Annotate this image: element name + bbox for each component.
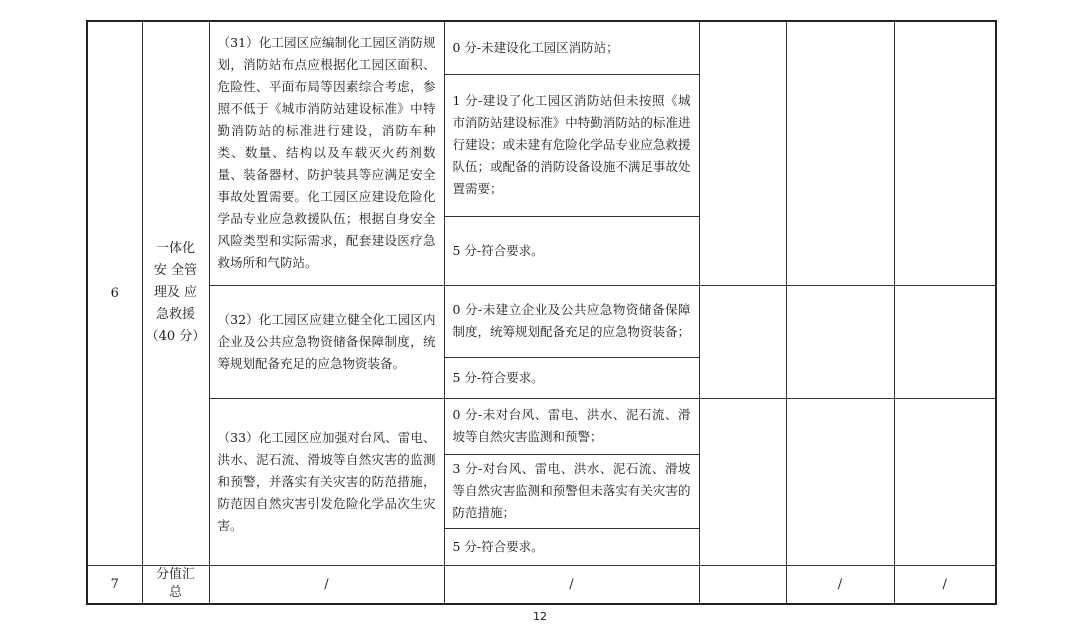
blank-cell xyxy=(699,565,786,604)
criterion-33-b: 3 分-对台风、雷电、洪水、泥石流、滑坡等自然灾害监测和预警但未落实有关灾害的防范措施； xyxy=(444,454,699,528)
criterion-33-a: 0 分-未对台风、雷电、洪水、泥石流、滑坡等自然灾害监测和预警； xyxy=(444,398,699,454)
requirement-33: （33）化工园区应加强对台风、雷电、洪水、泥石流、滑坡等自然灾害的监测和预警，并落实有关灾害的防范措施，防范因自然灾害引发危险化学品次生灾害。 xyxy=(209,398,444,565)
scoring-table xyxy=(86,20,997,605)
blank-cell xyxy=(786,398,894,565)
page-number: 12 xyxy=(533,610,547,623)
slash-cell: / xyxy=(209,565,444,604)
item-category: 分值汇 总 xyxy=(142,565,209,604)
criterion-31-c: 5 分-符合要求。 xyxy=(444,216,699,285)
requirement-31: （31）化工园区应编制化工园区消防规划，消防站布点应根据化工园区面积、危险性、平面布局等因素综合考虑，参照不低于《城市消防站建设标准》中特勤消防站的标准进行建设，消防车种类、数量、结构以及车载灭火药剂数量、装备器材、防护装具等应满足安全事故处置需要。化工园区应建设危险化学品专业应急救援队伍；根据自身安全风险类型和实际需求，配套建设医疗急救场所和气防站。 xyxy=(209,21,444,285)
criterion-32-b: 5 分-符合要求。 xyxy=(444,357,699,398)
requirement-32: （32）化工园区应建立健全化工园区内企业及公共应急物资储备保障制度，统筹规划配备充足的应急物资装备。 xyxy=(209,285,444,398)
item-category: 一体化 安 全管 理及 应 急救援 （40 分） xyxy=(142,21,209,565)
blank-cell xyxy=(786,285,894,398)
blank-cell xyxy=(786,21,894,285)
blank-cell xyxy=(894,21,996,285)
row-number: 7 xyxy=(87,565,142,604)
blank-cell xyxy=(699,398,786,565)
criterion-31-a: 0 分-未建设化工园区消防站； xyxy=(444,21,699,74)
slash-cell: / xyxy=(894,565,996,604)
blank-cell xyxy=(894,285,996,398)
blank-cell xyxy=(699,21,786,285)
criterion-31-b: 1 分-建设了化工园区消防站但未按照《城市消防站建设标准》中特勤消防站的标准进行建设；或未建有危险化学品专业应急救援队伍；或配备的消防设备设施不满足事故处置需要； xyxy=(444,74,699,216)
blank-cell xyxy=(699,285,786,398)
slash-cell: / xyxy=(444,565,699,604)
row-number: 6 xyxy=(87,21,142,565)
criterion-32-a: 0 分-未建立企业及公共应急物资储备保障制度，统筹规划配备充足的应急物资装备； xyxy=(444,285,699,357)
slash-cell: / xyxy=(786,565,894,604)
criterion-33-c: 5 分-符合要求。 xyxy=(444,528,699,565)
blank-cell xyxy=(894,398,996,565)
